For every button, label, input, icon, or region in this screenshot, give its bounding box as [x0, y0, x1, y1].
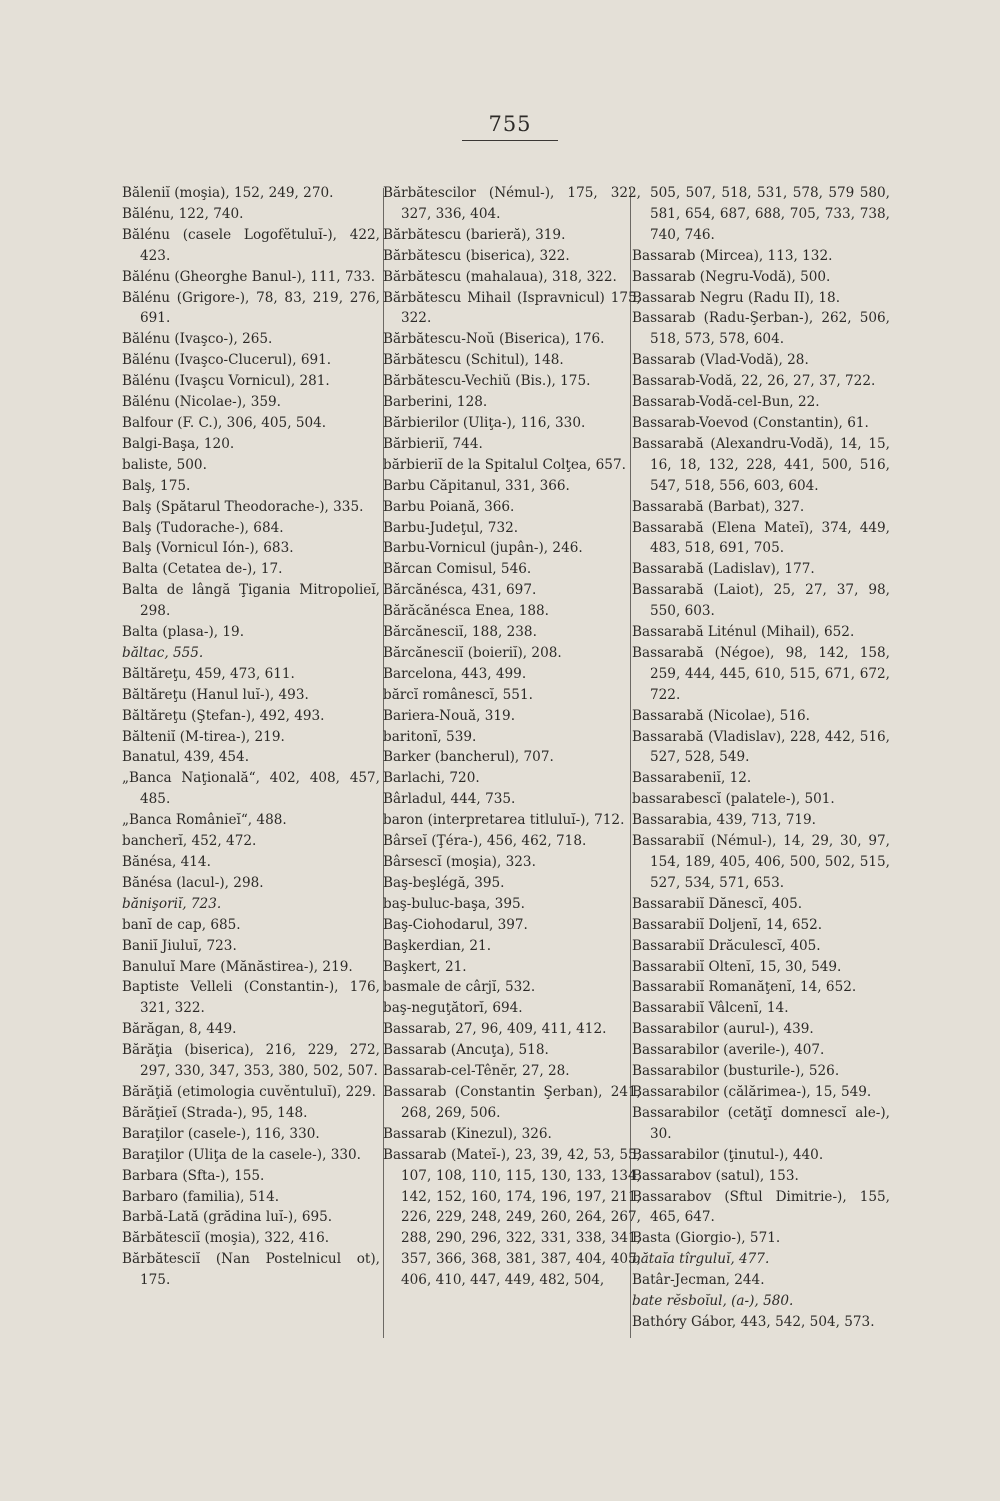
index-entry: Bărcănesciĭ, 188, 238. — [383, 624, 537, 641]
index-entry: Barbu-Judeţul, 732. — [383, 519, 519, 536]
index-entry: Bârseĭ (Ţéra-), 456, 462, 718. — [383, 833, 587, 850]
index-entry: Barcelona, 443, 499. — [383, 665, 527, 682]
index-entry: Bassarab Negru (Radu II), 18. — [632, 289, 841, 306]
page-number-rule — [462, 140, 558, 141]
index-entry: Bassarab-Vodă-cel-Bun, 22. — [632, 394, 820, 411]
index-entry: Balş (Spătarul Theodorache-), 335. — [122, 498, 364, 515]
index-entry: Bassarabiĭ Dănescĭ, 405. — [632, 895, 803, 912]
index-entry: Bassarabov (Sftul Dimitrie-), 155, 465, 647. — [632, 1188, 890, 1226]
index-entry: Bălénu (casele Logofĕtuluĭ-), 422, 423. — [122, 226, 380, 264]
index-entry: Bassarabeniĭ, 12. — [632, 770, 752, 787]
index-entry: basmale de cârjĭ, 532. — [383, 979, 536, 996]
index-entry: Barker (bancherul), 707. — [383, 749, 554, 766]
index-column-2 — [383, 183, 641, 1291]
index-entry: Bassarabă (Alexandru-Vodă), 14, 15, 16, 18, 132, 228, 441, 500, 516, 547, 518, 556, 603, 604. — [632, 435, 890, 494]
index-entry: Bassarabilor (aurul-), 439. — [632, 1021, 814, 1038]
index-entry: Baptiste Velleli (Constantin-), 176, 321, 322. — [122, 979, 380, 1017]
index-entry: Bassarab, 27, 96, 409, 411, 412. — [383, 1021, 607, 1038]
index-entry: baliste, 500. — [122, 456, 207, 473]
index-entry: Bassarabilor (busturile-), 526. — [632, 1063, 840, 1080]
index-entry: Barbu Poiană, 366. — [383, 498, 515, 515]
index-entry: Balş (Tudorache-), 684. — [122, 519, 284, 536]
index-entry: baş-buluc-başa, 395. — [383, 895, 525, 912]
index-entry: Başkert, 21. — [383, 958, 467, 975]
index-entry: „Banca Naţională“, 402, 408, 457, 485. — [122, 770, 380, 808]
index-entry: Bălénu (Ivaşco-), 265. — [122, 331, 273, 348]
index-entry: Bărbătescu (biserica), 322. — [383, 247, 570, 264]
index-entry: Barlachi, 720. — [383, 770, 480, 787]
index-entry: Bassarab-Voevod (Constantin), 61. — [632, 414, 869, 431]
index-entry: Bassarabă (Ladislav), 177. — [632, 561, 815, 578]
index-entry: Bărbătescu-Noŭ (Biserica), 176. — [383, 331, 605, 348]
index-entry: Barbă-Lată (grădina luĭ-), 695. — [122, 1209, 333, 1226]
index-entry: Bălénu (Ivaşcu Vornicul), 281. — [122, 373, 330, 390]
index-entry: Bariera-Nouă, 319. — [383, 707, 516, 724]
index-entry: Bathóry Gábor, 443, 542, 504, 573. — [632, 1313, 875, 1330]
index-entry-continuation: 505, 507, 518, 531, 578, 579 580, 581, 654, 687, 688, 705, 733, 738, 740, 746. — [650, 185, 890, 243]
index-entry: bancherĭ, 452, 472. — [122, 833, 257, 850]
index-entry: Balş, 175. — [122, 477, 191, 494]
index-entry: Bălteniĭ (M-tirea-), 219. — [122, 728, 285, 745]
index-entry: Baş-Ciohodarul, 397. — [383, 916, 528, 933]
index-entry: Bassarabilor (cetăţĭ domnescĭ ale-), 30. — [632, 1104, 890, 1142]
index-entry: baron (interpretarea titluluĭ-), 712. — [383, 812, 625, 829]
index-entry: Bassarabilor (ţinutul-), 440. — [632, 1146, 824, 1163]
index-entry: Bărcan Comisul, 546. — [383, 561, 532, 578]
index-entry: Bărăcănésca Enea, 188. — [383, 603, 549, 620]
index-entry: Băltăreţu (Ştefan-), 492, 493. — [122, 707, 325, 724]
index-entry: Bassarabia, 439, 713, 719. — [632, 812, 816, 829]
index-entry: Bassarabiĭ Vâlcenĭ, 14. — [632, 1000, 789, 1017]
index-entry: Bălénu (Ivaşco-Clucerul), 691. — [122, 352, 332, 369]
index-entry: Banuluĭ Mare (Mănăstirea-), 219. — [122, 958, 353, 975]
index-entry: Bănésa, 414. — [122, 854, 211, 870]
index-entry: Balgi-Başa, 120. — [122, 435, 235, 452]
index-entry: Bassarabă (Vladislav), 228, 442, 516, 527, 528, 549. — [632, 728, 890, 766]
index-entry: Bassarabiĭ Oltenĭ, 15, 30, 549. — [632, 958, 842, 975]
index-entry: Baraţilor (casele-), 116, 330. — [122, 1125, 320, 1142]
index-entry: Bărbieriĭ, 744. — [383, 435, 483, 452]
index-entry: Bărbătescu Mihail (Ispravnicul) 175, 322. — [383, 289, 641, 327]
index-entry: Bassarab (Negru-Vodă), 500. — [632, 268, 831, 285]
index-entry: Bassarab (Constantin Şerban), 241, 268, 269, 506. — [383, 1083, 641, 1121]
index-entry: bassarabescĭ (palatele-), 501. — [632, 791, 835, 808]
index-entry: Bărbătescu-Vechiŭ (Bis.), 175. — [383, 373, 591, 390]
index-entry: baş-neguţătorĭ, 694. — [383, 1000, 523, 1017]
index-entry: Bassarab (Kinezul), 326. — [383, 1125, 552, 1142]
index-entry: bătaĭa tîrguluĭ, 477. — [632, 1251, 770, 1268]
index-entry: Bărbătesciĭ (moşia), 322, 416. — [122, 1230, 330, 1247]
index-entry: Basta (Giorgio-), 571. — [632, 1230, 781, 1247]
index-entry: Bassarab (Mateĭ-), 23, 39, 42, 53, 55, 107, 108, 110, 115, 130, 133, 134, 142, 152, 160, 174, 196, 197, 211, 226, 229, 248, 249, 260, 264, 267, 288, 290, 296, 322, 331, 338, 341, 357, 366, 368, 381, 387, 404, 405, 406, 410, 447, 449, 482, 504, — [383, 1146, 641, 1289]
index-entry: Baraţilor (Uliţa de la casele-), 330. — [122, 1146, 361, 1163]
index-entry: Bassarab-cel-Tênĕr, 27, 28. — [383, 1063, 570, 1080]
index-entry: Bassarabă (Négoe), 98, 142, 158, 259, 444, 445, 610, 515, 671, 672, 722. — [632, 644, 890, 703]
index-entry: Barbara (Sfta-), 155. — [122, 1167, 265, 1184]
index-entry: Baniĭ Jiuluĭ, 723. — [122, 937, 237, 954]
index-entry: Bassarabiĭ Romanăţenĭ, 14, 652. — [632, 979, 857, 996]
index-entry: Bănésa (lacul-), 298. — [122, 874, 264, 891]
index-entry: Băleniĭ (moşia), 152, 249, 270. — [122, 185, 334, 201]
index-entry: Barberini, 128. — [383, 394, 488, 411]
index-entry: Bălénu (Nicolae-), 359. — [122, 394, 281, 411]
index-entry: Bârladul, 444, 735. — [383, 791, 516, 808]
index-entry: Balta de lângă Ţigania Mitropolieĭ, 298. — [122, 582, 380, 620]
index-entry: Bassarabă (Barbat), 327. — [632, 498, 805, 515]
index-entry: „Banca Românieĭ“, 488. — [122, 812, 287, 829]
index-entry: bărcĭ românescĭ, 551. — [383, 686, 533, 703]
index-entry: Bassarabă Liténul (Mihail), 652. — [632, 624, 855, 641]
page-number: 755 — [488, 112, 532, 136]
index-entry: Bassarab (Radu-Şerban-), 262, 506, 518, 573, 578, 604. — [632, 310, 890, 348]
index-entry: banĭ de cap, 685. — [122, 916, 241, 933]
index-entry: Barbaro (familia), 514. — [122, 1188, 280, 1205]
index-entry: bănişoriĭ, 723. — [122, 895, 222, 912]
index-entry: Balta (plasa-), 19. — [122, 624, 245, 641]
index-entry: Bărbătescu (barieră), 319. — [383, 226, 566, 243]
index-entry: Bassarab (Mircea), 113, 132. — [632, 247, 833, 264]
index-entry: Batâr-Jecman, 244. — [632, 1272, 765, 1289]
index-entry: Bassarabilor (averile-), 407. — [632, 1042, 825, 1059]
index-entry: bărbieriĭ de la Spitalul Colţea, 657. — [383, 456, 626, 473]
index-entry: Bălénu, 122, 740. — [122, 205, 244, 222]
index-entry: Bărăţieĭ (Strada-), 95, 148. — [122, 1104, 308, 1121]
index-entry: Baş-beşlégă, 395. — [383, 874, 505, 891]
index-entry: Bassarab (Vlad-Vodă), 28. — [632, 352, 809, 369]
index-entry: băltac, 555. — [122, 644, 204, 661]
index-entry: Başkerdian, 21. — [383, 937, 492, 954]
index-entry: Bărbătescu (Schitul), 148. — [383, 352, 564, 369]
index-entry: bate rĕsboĭul, (a-), 580. — [632, 1293, 794, 1310]
index-entry: Bassarabă (Nicolae), 516. — [632, 707, 810, 724]
index-entry: Bărbierilor (Uliţa-), 116, 330. — [383, 414, 586, 431]
index-entry: Bassarabiĭ Drăculescĭ, 405. — [632, 937, 821, 954]
index-entry: Bărcănesciĭ (boieriĭ), 208. — [383, 644, 562, 661]
index-entry: Bassarabiĭ (Némul-), 14, 29, 30, 97, 154, 189, 405, 406, 500, 502, 515, 527, 534, 571, 653. — [632, 833, 890, 891]
index-entry: Balfour (F. C.), 306, 405, 504. — [122, 414, 327, 431]
index-entry: Balş (Vornicul Iόn-), 683. — [122, 540, 294, 557]
index-entry: Bassarabă (Elena Mateĭ), 374, 449, 483, 518, 691, 705. — [632, 519, 890, 557]
index-entry: Bassarabilor (călărimea-), 15, 549. — [632, 1083, 872, 1100]
index-entry: Bassarabiĭ Doljenĭ, 14, 652. — [632, 916, 823, 933]
index-column-3 — [632, 183, 890, 1333]
index-entry: Bălénu (Grigore-), 78, 83, 219, 276, 691. — [122, 289, 380, 327]
index-entry: Băltăreţu (Hanul luĭ-), 493. — [122, 686, 309, 703]
index-entry: Balta (Cetatea de-), 17. — [122, 561, 283, 578]
index-entry: Bărăţiă (etimologia cuvĕntuluĭ), 229. — [122, 1083, 376, 1100]
index-entry: Bărbătescilor (Némul-), 175, 322, 327, 336, 404. — [383, 185, 641, 222]
index-entry: Bârsescĭ (moşia), 323. — [383, 854, 536, 870]
index-entry: Bărbătesciĭ (Nan Postelnicul ot), 175. — [122, 1251, 380, 1289]
index-entry: Bărcănésca, 431, 697. — [383, 582, 537, 599]
index-entry: baritonĭ, 539. — [383, 728, 477, 745]
index-entry: Bassarabov (satul), 153. — [632, 1167, 799, 1184]
index-entry: Barbu-Vornicul (jupân-), 246. — [383, 540, 583, 557]
index-entry: Bărăgan, 8, 449. — [122, 1021, 237, 1038]
index-entry: Bălénu (Gheorghe Banul-), 111, 733. — [122, 268, 376, 285]
index-entry: Bassarabă (Laiot), 25, 27, 37, 98, 550, 603. — [632, 582, 890, 620]
index-entry: Barbu Căpitanul, 331, 366. — [383, 477, 570, 494]
index-column-1 — [122, 183, 380, 1291]
index-entry: Bărăţia (biserica), 216, 229, 272, 297, 330, 347, 353, 380, 502, 507. — [122, 1042, 380, 1080]
index-entry: Băltăreţu, 459, 473, 611. — [122, 665, 295, 682]
index-entry: Banatul, 439, 454. — [122, 749, 250, 766]
index-entry: Bărbătescu (mahalaua), 318, 322. — [383, 268, 617, 285]
index-entry: Bassarab (Ancuţa), 518. — [383, 1042, 549, 1059]
index-entry: Bassarab-Vodă, 22, 26, 27, 37, 722. — [632, 373, 876, 390]
